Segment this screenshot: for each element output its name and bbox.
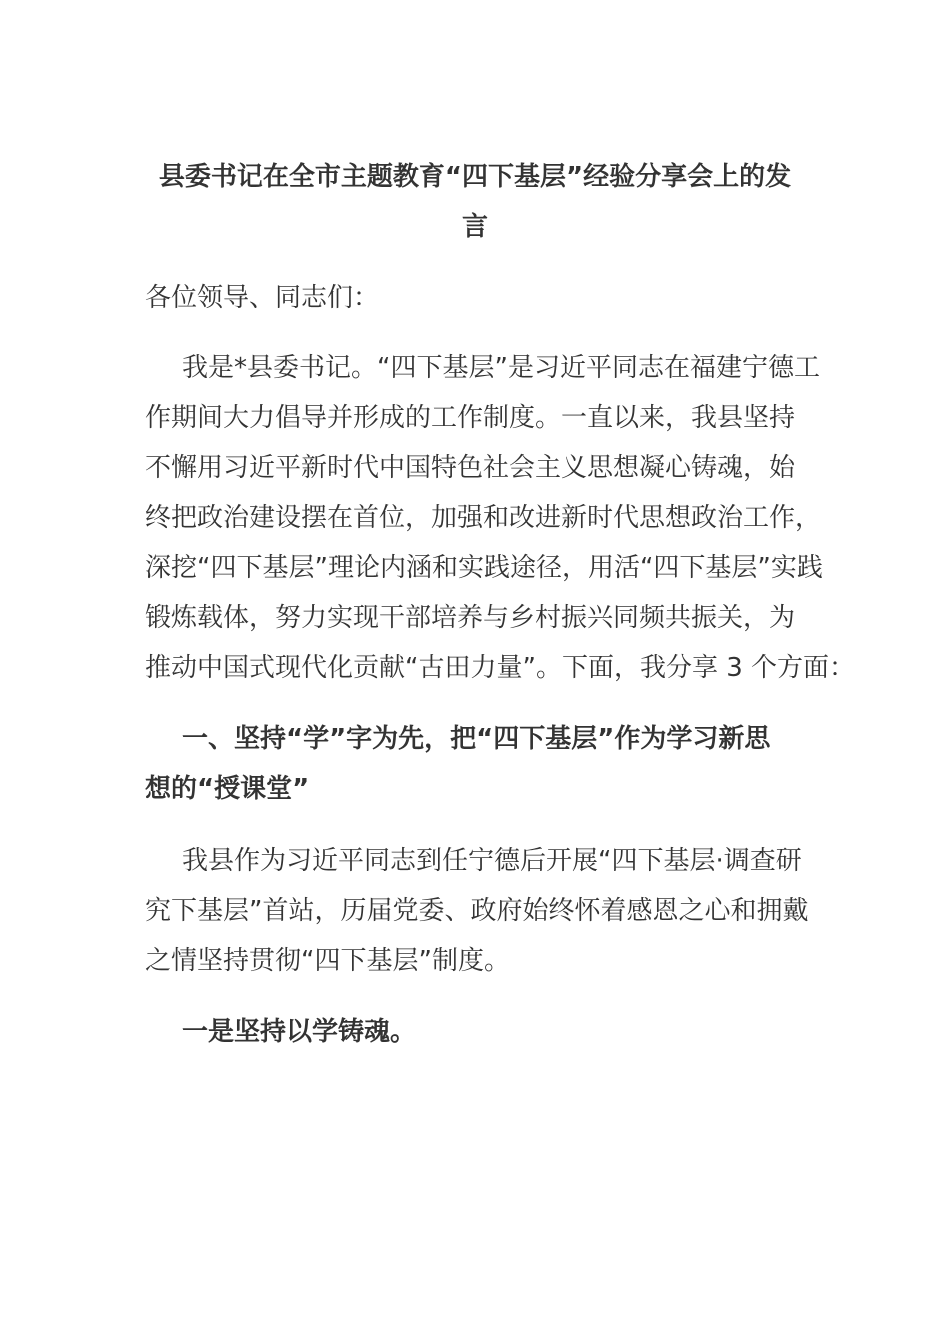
intro-line: 不懈用习近平新时代中国特色社会主义思想凝心铸魂，始 (145, 453, 796, 483)
section-1-body-line: 究下基层”首站，历届党委、政府始终怀着感恩之心和拥戴 (145, 896, 809, 926)
intro-line: 终把政治建设摆在首位，加强和改进新时代思想政治工作， (145, 503, 822, 533)
title-line-2: 言 (461, 212, 488, 242)
section-1-body-line: 我县作为习近平同志到任宁德后开展“四下基层·调查研 (182, 846, 802, 876)
subheading (145, 1007, 416, 1057)
intro-line: 推动中国式现代化贡献“古田力量”。下面，我分享 3 个方面： (145, 653, 856, 683)
title-line-1: 县委书记在全市主题教育“四下基层”经验分享会上的发 (158, 162, 792, 192)
section-1-heading-line: 一、坚持“学”字为先，把“四下基层”作为学习新思 (182, 724, 771, 754)
document-title (145, 152, 805, 252)
section-1-heading (145, 714, 770, 814)
intro-line: 锻炼载体，努力实现干部培养与乡村振兴同频共振关，为 (145, 603, 796, 633)
intro-paragraph (145, 343, 855, 693)
section-1-body (145, 836, 808, 986)
salutation: 各位领导、同志们： (145, 283, 380, 313)
subheading-text: 一是坚持以学铸魂。 (182, 1017, 417, 1047)
intro-line: 我是*县委书记。“四下基层”是习近平同志在福建宁德工 (182, 353, 820, 383)
intro-line: 作期间大力倡导并形成的工作制度。一直以来，我县坚持 (145, 403, 796, 433)
section-1-heading-line: 想的“授课堂” (145, 774, 310, 804)
section-1-body-line: 之情坚持贯彻“四下基层”制度。 (145, 946, 510, 976)
intro-line: 深挖“四下基层”理论内涵和实践途径，用活“四下基层”实践 (145, 553, 823, 583)
